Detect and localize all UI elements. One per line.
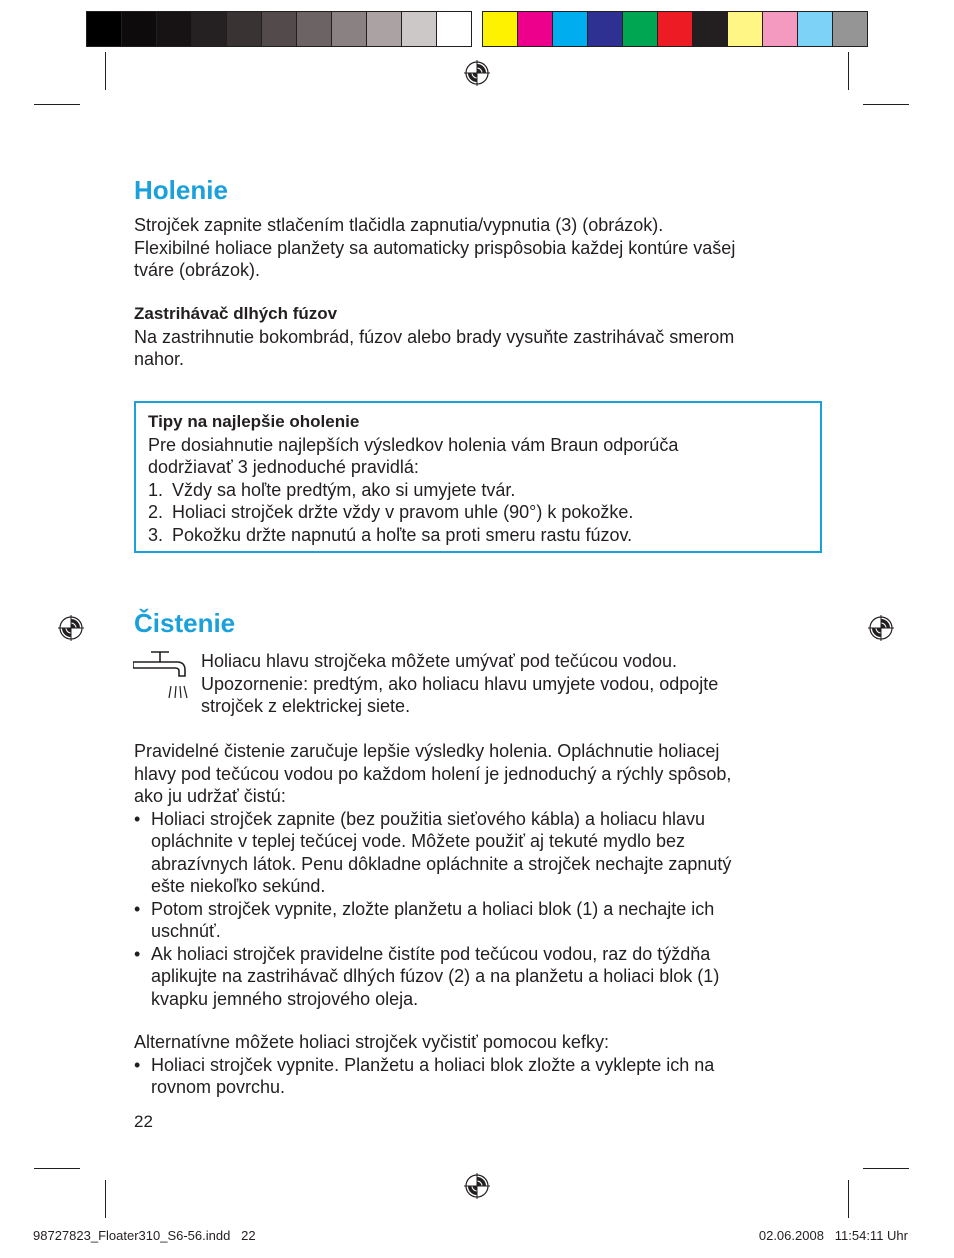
color-swatch [693,12,728,46]
text-line: Strojček zapnite stlačením tlačidla zapnutia/vypnutia (3) (obrázok). [134,215,664,235]
color-swatch [87,12,122,46]
page-number: 22 [134,1112,153,1131]
text-line: nahor. [134,349,185,369]
text-line: Ak holiaci strojček pravidelne čistíte pod tečúcou vodou, raz do týždňa [151,943,711,964]
color-swatch [367,12,402,46]
text-line: abrazívnych látok. Penu dôkladne opláchnite a strojček nechajte zapnutý [151,853,732,874]
list-item [148,501,818,524]
text-line: Pre dosiahnutie najlepších výsledkov holenia vám Braun odporúča [148,434,679,455]
color-swatch [402,12,437,46]
trimmer-block [134,303,824,371]
process-color-bar [482,11,868,47]
color-swatch [798,12,833,46]
color-swatch [833,12,867,46]
text-line: rovnom povrchu. [151,1077,286,1097]
color-swatch [658,12,693,46]
text-line: Pravidelné čistenie zaručuje lepšie výsledky holenia. Opláchnutie holiacej [134,741,720,761]
regular-cleaning [134,740,824,1010]
registration-mark-icon [464,1173,490,1199]
registration-mark-icon [868,615,894,641]
footer-timestamp: 02.06.2008 11:54:11 Uhr [758,1228,908,1243]
text-line: tváre (obrázok). [134,260,261,280]
text-line: dodržiavať 3 jednoduché pravidlá: [148,457,419,477]
text-line: ako ju udržať čistú: [134,786,286,806]
color-swatch [157,12,192,46]
registration-mark-icon [464,60,490,86]
text-line: Holiacu hlavu strojčeka môžete umývať pod tečúcou vodou. [201,651,678,671]
alternative-cleaning [134,1031,824,1099]
text-line: Flexibilné holiace planžety sa automaticky prispôsobia každej kontúre vašej [134,237,736,258]
crop-mark [863,104,909,105]
alt-bullets [134,1054,824,1099]
color-swatch [192,12,227,46]
list-number: 2. [148,502,164,522]
text-line: uschnúť. [151,921,221,941]
crop-mark [863,1168,909,1169]
color-swatch [262,12,297,46]
text-line: Na zastrihnutie bokombrád, fúzov alebo brady vysuňte zastrihávač smerom [134,326,735,347]
list-number: 3. [148,524,164,545]
trimmer-heading: Zastrihávač dlhých fúzov [134,304,338,323]
list-item [148,479,818,502]
crop-mark [848,52,849,90]
list-text: Holiaci strojček držte vždy v pravom uhle (90°) k pokožke. [172,502,634,522]
registration-mark-icon [58,615,84,641]
color-swatch [728,12,763,46]
cleaning-bullets [134,808,824,1011]
text-line: strojček z elektrickej siete. [201,696,411,716]
text-line: Potom strojček vypnite, zložte planžetu a holiaci blok (1) a nechajte ich [151,898,715,919]
text-line: Upozornenie: predtým, ako holiacu hlavu umyjete vodou, odpojte [201,673,719,694]
list-item: • Ak holiaci strojček pravidelne čistíte pod tečúcou vodou, raz do týždňa aplikujte na zastrihávač dlhých fúzov (2) a na planžetu a holiaci blok (1) kvapku jemného strojového oleja. [134,943,720,1009]
crop-mark [34,104,80,105]
text-line: opláchnite v teplej tečúcej vode. Môžete použiť aj tekuté mydlo bez [151,831,686,851]
tap-note [201,650,821,718]
text-line: Holiaci strojček zapnite (bez použitia sieťového kábla) a holiacu hlavu [151,808,706,829]
tips-list [148,479,818,547]
footer-file: 98727823_Floater310_S6-56.indd 22 [33,1228,256,1243]
text-line: aplikujte na zastrihávač dlhých fúzov (2) a na planžetu a holiaci blok (1) [151,966,720,986]
color-swatch [623,12,658,46]
tips-box [134,401,822,553]
color-swatch [553,12,588,46]
crop-mark [34,1168,80,1169]
color-swatch [297,12,332,46]
tips-heading: Tipy na najlepšie oholenie [148,412,360,431]
section-title-cleaning: Čistenie [134,608,236,638]
text-line: hlavy pod tečúcou vodou po každom holení je jednoduchý a rýchly spôsob, [134,763,732,784]
list-item [148,524,818,547]
list-item: • Potom strojček vypnite, zložte planžetu a holiaci blok (1) a nechajte ich uschnúť. [134,898,715,941]
grayscale-color-bar [86,11,472,47]
list-text: Pokožku držte napnutú a hoľte sa proti smeru rastu fúzov. [172,524,633,545]
list-number: 1. [148,479,164,500]
color-swatch [227,12,262,46]
color-swatch [588,12,623,46]
color-swatch [483,12,518,46]
crop-mark [105,1180,106,1218]
text-line: Holiaci strojček vypnite. Planžetu a holiaci blok zložte a vyklepte ich na [151,1054,715,1075]
text-line: kvapku jemného strojového oleja. [151,988,419,1009]
shaving-intro [134,214,824,282]
crop-mark [848,1180,849,1218]
crop-mark [105,52,106,90]
text-line: Alternatívne môžete holiaci strojček vyčistiť pomocou kefky: [134,1032,609,1052]
color-swatch [332,12,367,46]
list-item: • Holiaci strojček vypnite. Planžetu a holiaci blok zložte a vyklepte ich na rovnom povrchu. [134,1054,715,1097]
water-tap-icon [133,650,189,702]
list-item: • Holiaci strojček zapnite (bez použitia sieťového kábla) a holiacu hlavu opláchnite v teplej tečúcej vode. Môžete použiť aj tekuté mydlo bez abrazívnych látok. Penu dôkladne opláchnite a strojček nechajte zapnutý ešte niekoľko sekúnd. [134,808,732,896]
list-text: Vždy sa hoľte predtým, ako si umyjete tvár. [172,479,516,500]
color-swatch [122,12,157,46]
color-swatch [763,12,798,46]
section-title-shaving: Holenie [134,175,228,205]
text-line: ešte niekoľko sekúnd. [151,876,326,896]
color-swatch [437,12,471,46]
color-swatch [518,12,553,46]
